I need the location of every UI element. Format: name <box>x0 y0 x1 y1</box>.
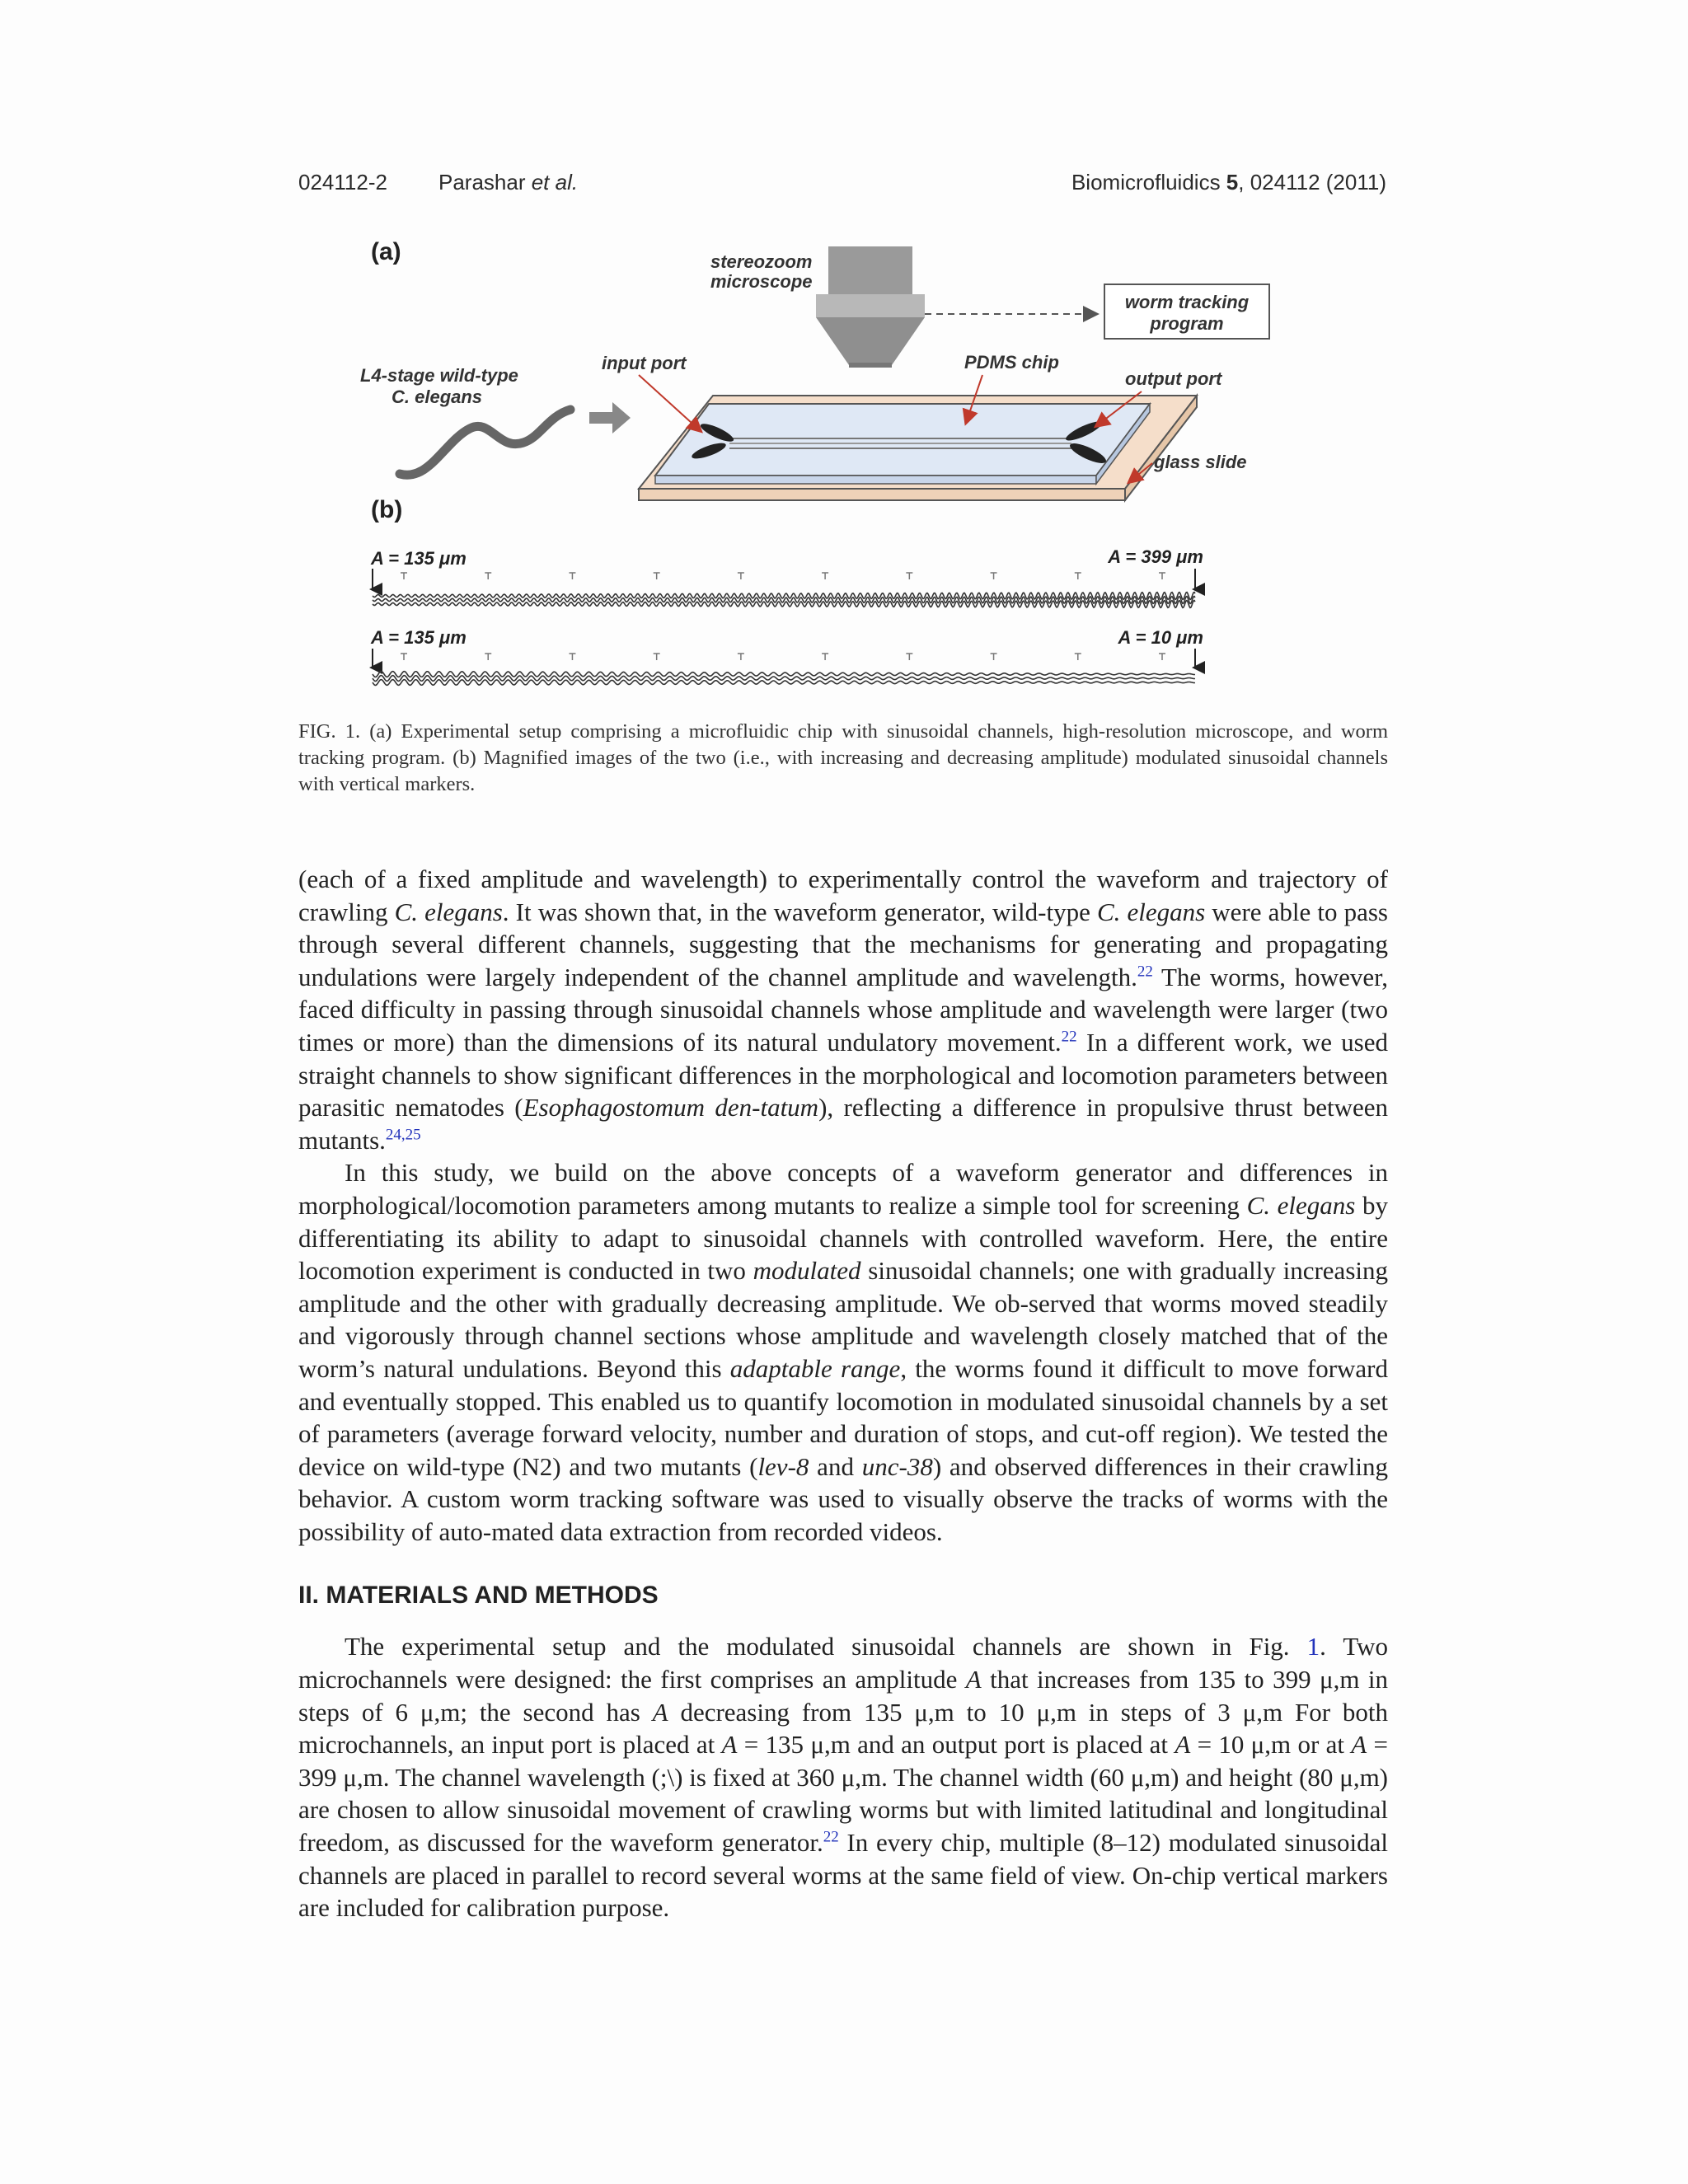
citation-link[interactable]: 22 <box>823 1828 839 1846</box>
microscope-icon <box>816 246 925 368</box>
pdms-chip-label: PDMS chip <box>964 352 1059 373</box>
arrow-right-icon <box>589 402 631 434</box>
section-heading: II. MATERIALS AND METHODS <box>298 1582 659 1610</box>
input-port-label: input port <box>602 353 687 373</box>
worm-icon <box>400 410 570 475</box>
glass-slide-label: glass slide <box>1154 452 1247 472</box>
citation-link[interactable]: 22 <box>1061 1028 1077 1046</box>
figure-link[interactable]: 1 <box>1306 1632 1320 1661</box>
figure-caption <box>298 719 1388 798</box>
authors: Parashar et al. <box>438 170 579 194</box>
worm-label-1: L4-stage wild-type <box>360 365 518 386</box>
tracking-label-2: program <box>1150 313 1224 334</box>
output-port-label: output port <box>1125 368 1222 389</box>
microscope-label-1: stereozoom <box>710 251 813 272</box>
channel-1-left-label: A = 135 μm <box>371 548 467 569</box>
paragraph-2: In this study, we build on the above concepts of a waveform generator and differences in morphological/locomotion parameters among mutants to realize a simple tool for screening C. elegans by differentiating its ability to adapt to sinusoidal channels with controlled waveform. Here, the entire locomotion experiment is conducted in two modulated sinusoidal channels; one with gradually increasing amplitude and the other with gradually decreasing amplitude. We ob-served that worms moved steadily and vigorously through channel sections whose amplitude and wavelength closely matched that of the worm’s natural undulations. Beyond this adaptable range, the worms found it difficult to move forward and eventually stopped. This enabled us to quantify locomotion in modulated sinusoidal channels by a set of parameters (average forward velocity, number and duration of stops, and cut-off region). We tested the device on wild-type (N2) and two mutants (lev-8 and unc-38) and observed differences in their crawling behavior. A custom worm tracking software was used to visually observe the tracks of worms with the possibility of auto-mated data extraction from recorded videos. <box>298 1158 1388 1546</box>
modulated-channel-increasing <box>373 593 1195 608</box>
channel-2-left-label: A = 135 μm <box>371 627 467 648</box>
modulated-channel-decreasing <box>373 672 1195 686</box>
paragraph-1: (each of a fixed amplitude and wavelength) to experimentally control the waveform and trajectory of crawling C. elegans. It was shown that, in the waveform generator, wild-type C. elegans were able to pass through several different channels, suggesting that the mechanisms for generating and propagating undulations were largely independent of the channel amplitude and wavelength.$^{22}$ The worms, however, faced difficulty in passing through sinusoidal channels whose amplitude and wavelength were larger (two times or more) than the dimensions of its natural undulatory movement.$^{22}$ In a different work, we used straight channels to show significant differences in the morphological and locomotion parameters between parasitic nematodes (Esophagostomum den-tatum), reflecting a difference in propulsive thrust between mutants.$^{24,25}$ <box>298 865 1388 1155</box>
panel-b-label: (b) <box>371 496 403 523</box>
journal-citation: Biomicrofluidics 5, 024112 (2011) <box>1071 170 1386 194</box>
caption-text: (a) Experimental setup comprising a microfluidic chip with sinusoidal channels, high-resolution microscope, and worm tracking program. (b) Magnified images of the two (i.e., with increasing and decreasing amplitude) modulated sinusoidal channels with vertical markers. <box>298 720 1388 795</box>
panel-a-label: (a) <box>371 238 401 265</box>
vertical-markers-channel-1 <box>401 573 1165 579</box>
body-text <box>298 863 1388 1924</box>
channel-2-right-label: A = 10 μm <box>1118 627 1203 648</box>
paragraph-3: The experimental setup and the modulated sinusoidal channels are shown in Fig. 1. Two microchannels were designed: the first comprises an amplitude A that increases from 135 to 399 μ,m in steps of 6 μ,m; the second has A decreasing from 135 μ,m to 10 μ,m in steps of 3 μ,m For both microchannels, an input port is placed at A = 135 μ,m and an output port is placed at A = 10 μ,m or at A = 399 μ,m. The channel wavelength (;\) is fixed at 360 μ,m. The channel width (60 μ,m) and height (80 μ,m) are chosen to allow sinusoidal movement of crawling worms but with limited latitudinal and longitudinal freedom, as discussed for the waveform generator.$^{22}$ In every chip, multiple (8–12) modulated sinusoidal channels are placed in parallel to record several worms at the same field of view. On-chip vertical markers are included for calibration purpose. <box>298 1632 1389 1923</box>
caption-label: FIG. 1. <box>298 720 361 743</box>
citation-link[interactable]: 22 <box>1137 963 1153 981</box>
citation-link[interactable]: 24,25 <box>385 1126 421 1144</box>
vertical-markers-channel-2 <box>401 654 1165 660</box>
worm-label-2: C. elegans <box>392 387 483 407</box>
microscope-label-2: microscope <box>710 271 813 292</box>
channel-1-right-label: A = 399 μm <box>1108 546 1203 567</box>
running-header <box>298 170 1386 203</box>
tracking-label-1: worm tracking <box>1124 292 1250 312</box>
page-id: 024112-2 <box>298 170 387 194</box>
figure-1-illustration <box>354 235 1327 705</box>
figure-1 <box>354 235 1327 705</box>
